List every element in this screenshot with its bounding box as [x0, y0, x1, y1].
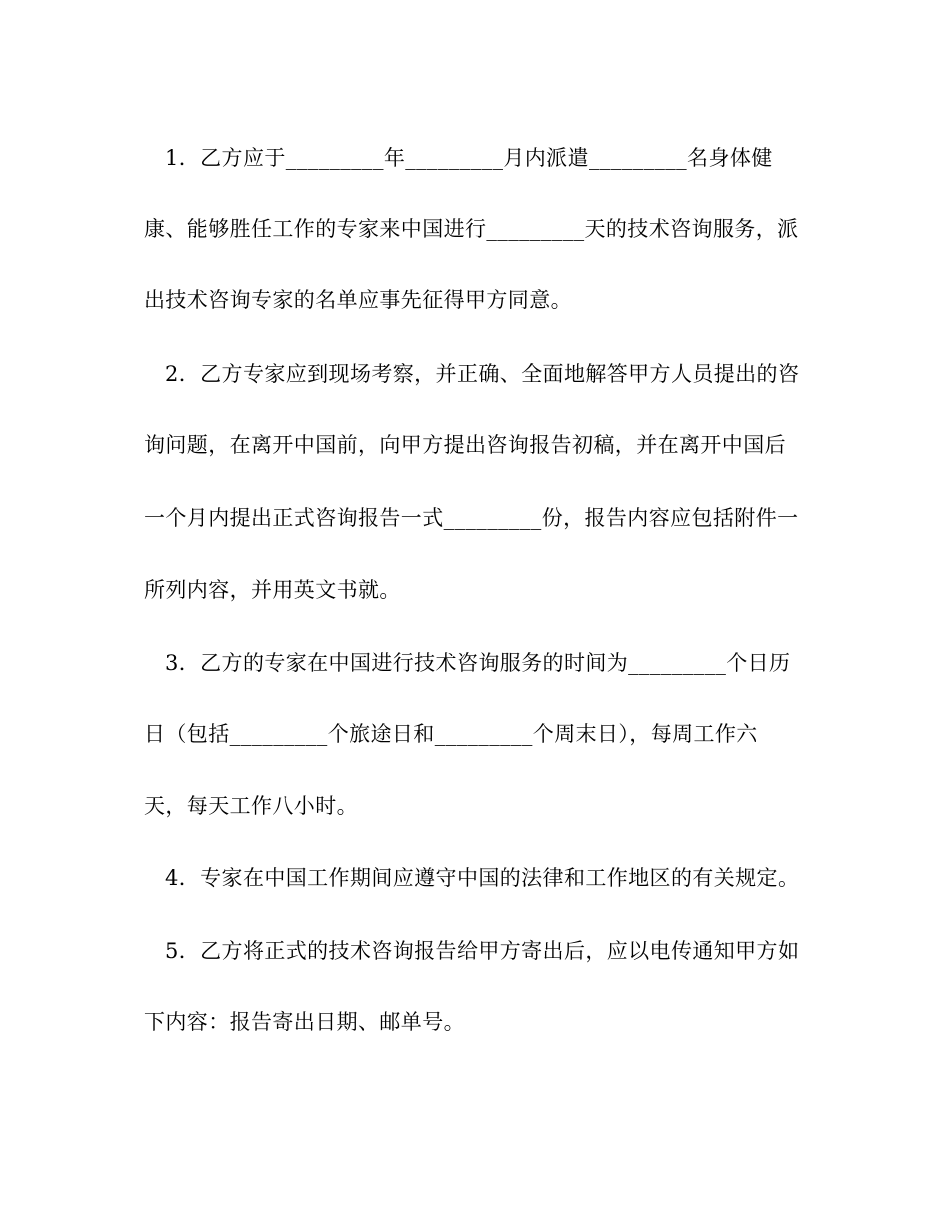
clause-3-line-2: 日（包括_________个旅途日和_________个周末日），每周工作六	[144, 722, 758, 746]
clause-1-line-1: 1．乙方应于_________年_________月内派遣_________名身体健	[165, 146, 773, 170]
clause-2-line-4: 所列内容，并用英文书就。	[144, 578, 401, 602]
clause-3-line-3: 天，每天工作八小时。	[144, 794, 358, 818]
clause-1-line-2: 康、能够胜任工作的专家来中国进行_________天的技术咨询服务，派	[144, 217, 799, 241]
clause-2-line-2: 询问题，在离开中国前，向甲方提出咨询报告初稿，并在离开中国后	[144, 433, 786, 457]
clause-1-line-3: 出技术咨询专家的名单应事先征得甲方同意。	[144, 288, 572, 312]
clause-2-line-3: 一个月内提出正式咨询报告一式_________份，报告内容应包括附件一	[144, 506, 799, 530]
clause-5-line-2: 下内容：报告寄出日期、邮单号。	[144, 1010, 465, 1034]
clause-5-line-1: 5．乙方将正式的技术咨询报告给甲方寄出后，应以电传通知甲方如	[165, 939, 800, 963]
clause-3-line-1: 3．乙方的专家在中国进行技术咨询服务的时间为_________个日历	[165, 651, 791, 675]
clause-2-line-1: 2．乙方专家应到现场考察，并正确、全面地解答甲方人员提出的咨	[165, 362, 800, 386]
clause-4-line-1: 4．专家在中国工作期间应遵守中国的法律和工作地区的有关规定。	[165, 866, 800, 890]
